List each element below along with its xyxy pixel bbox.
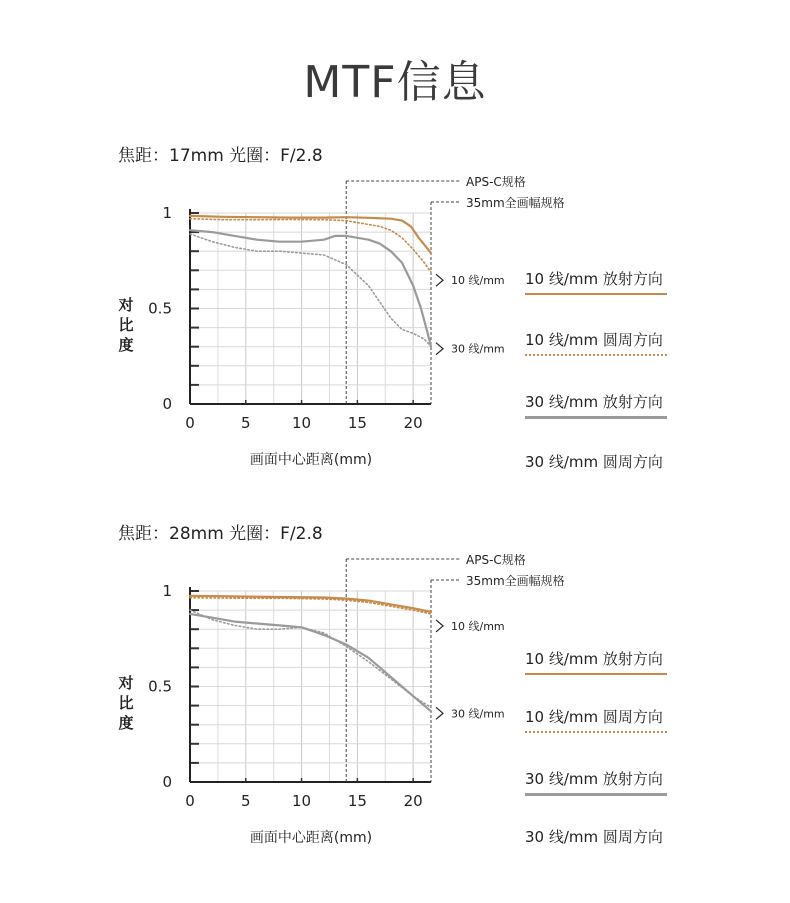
series-line — [190, 230, 431, 347]
legend-swatch-10-tangential — [525, 731, 667, 733]
x-tick-label: 15 — [347, 414, 367, 432]
x-tick-label: 20 — [403, 792, 423, 810]
y-axis-label-char: 度 — [118, 336, 134, 354]
y-axis-label-char: 对 — [118, 296, 134, 314]
legend-item-30-radial — [525, 391, 667, 412]
legend-label: 10 线/mm 放射方向 — [525, 270, 663, 288]
legend-item-30-tangential — [525, 826, 667, 847]
legend-item-30-radial — [525, 768, 667, 789]
chevron-icon — [436, 343, 443, 355]
y-tick-label: 1 — [162, 582, 172, 600]
legend-item-10-tangential — [525, 706, 667, 727]
legend-swatch-30-radial — [525, 416, 667, 419]
y-tick-label: 0.5 — [148, 677, 172, 696]
legend-label: 30 线/mm 圆周方向 — [525, 453, 663, 471]
chart-1-subtitle: 焦距：17mm 光圈：F/2.8 — [118, 146, 323, 166]
x-tick-label: 20 — [403, 414, 423, 432]
legend-label: 30 线/mm 放射方向 — [525, 393, 663, 411]
x-tick-label: 5 — [241, 792, 251, 810]
y-axis-label-char: 比 — [118, 694, 134, 712]
legend-swatch-10-radial — [525, 673, 667, 675]
legend-item-10-radial — [525, 268, 667, 289]
legend-label: 10 线/mm 放射方向 — [525, 650, 663, 668]
legend-item-10-tangential — [525, 329, 667, 350]
full-frame-label: 35mm全画幅规格 — [466, 196, 565, 210]
page-title: MTF信息 — [303, 57, 487, 108]
chart-2-subtitle: 焦距：28mm 光圈：F/2.8 — [118, 524, 323, 544]
y-tick-label: 0.5 — [148, 299, 172, 318]
label-10-lines: 10 线/mm — [451, 274, 505, 288]
mtf-chart-2 — [0, 543, 790, 903]
x-axis-label: 画面中心距离(mm) — [249, 830, 373, 846]
legend-label: 30 线/mm 放射方向 — [525, 770, 663, 788]
legend-swatch-10-radial — [525, 293, 667, 295]
label-30-lines: 30 线/mm — [451, 342, 505, 356]
x-tick-label: 10 — [292, 414, 312, 432]
series-line — [190, 614, 431, 711]
chevron-icon — [436, 620, 443, 632]
y-tick-label: 0 — [162, 773, 172, 791]
label-10-lines: 10 线/mm — [451, 619, 505, 633]
y-tick-label: 1 — [162, 204, 172, 222]
mtf-chart-2-svg — [0, 543, 790, 863]
y-axis-label-char: 度 — [118, 714, 134, 732]
chevron-icon — [436, 707, 443, 719]
x-tick-label: 0 — [185, 414, 195, 432]
y-axis-label-char: 对 — [118, 674, 134, 692]
legend-swatch-10-tangential — [525, 354, 667, 356]
legend-label: 10 线/mm 圆周方向 — [525, 331, 663, 349]
series-line — [190, 610, 431, 707]
aps-c-label: APS-C规格 — [466, 175, 526, 189]
x-tick-label: 0 — [185, 792, 195, 810]
label-30-lines: 30 线/mm — [451, 707, 505, 721]
y-tick-label: 0 — [162, 395, 172, 413]
x-tick-label: 10 — [292, 792, 312, 810]
mtf-chart-1 — [0, 165, 790, 525]
x-tick-label: 5 — [241, 414, 251, 432]
x-axis-label: 画面中心距离(mm) — [249, 452, 373, 468]
legend-label: 30 线/mm 圆周方向 — [525, 828, 663, 846]
legend-label: 10 线/mm 圆周方向 — [525, 708, 663, 726]
full-frame-label: 35mm全画幅规格 — [466, 574, 565, 588]
y-axis-label-char: 比 — [118, 316, 134, 334]
aps-c-label: APS-C规格 — [466, 553, 526, 567]
chevron-icon — [436, 274, 443, 286]
x-tick-label: 15 — [347, 792, 367, 810]
legend-swatch-30-radial — [525, 793, 667, 796]
mtf-chart-1-svg — [0, 165, 790, 485]
legend-item-10-radial — [525, 648, 667, 669]
legend-item-30-tangential — [525, 451, 667, 472]
